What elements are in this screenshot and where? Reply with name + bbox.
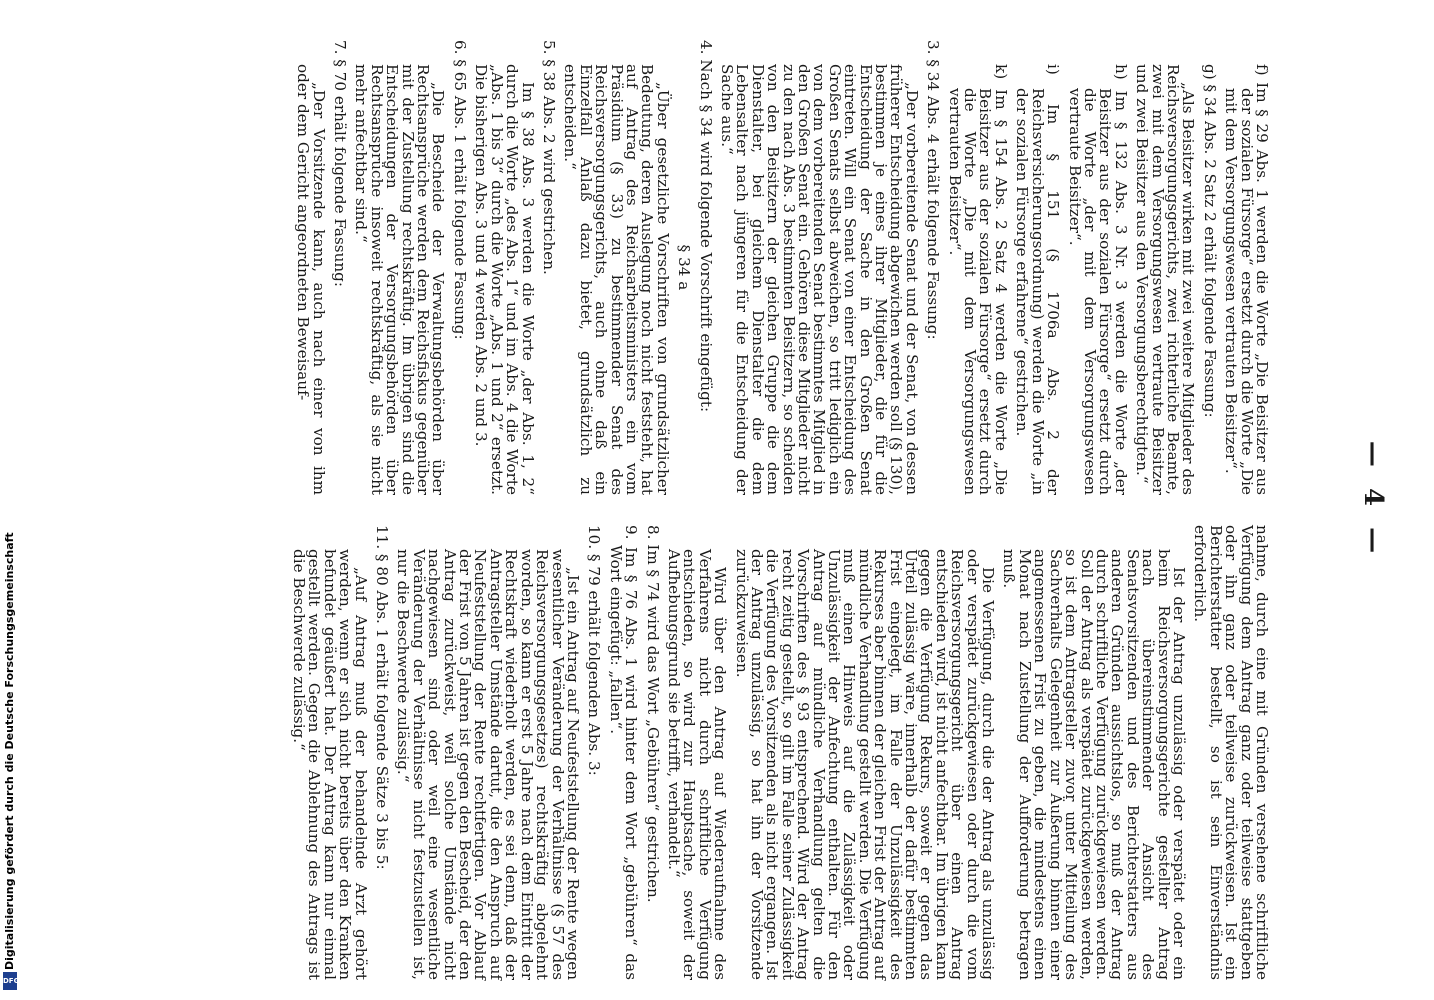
list-item: 11. § 80 Abs. 1 erhält folgende Sätze 3 bis 5: [373,525,392,870]
list-item: g) § 34 Abs. 2 Satz 2 erhält folgende Fassung: [1200,64,1219,418]
list-item: 9. Im § 76 Abs. 1 wird hinter dem Wort „gebühren“ das Wort eingefügt: „fallen“. [606,525,641,980]
paragraph: „Über gesetzliche Vorschriften von grundsätzlicher Bedeutung, deren Auslegung noch nicht feststeht, hat auf Antrag des Reichsarbeitsministers ein vom Präsidium (§ 33) zu bestimmender Senat des Reichsversorgungsgerichts, auch ohne daß ein Einzelfall Anlaß dazu bietet, grundsätzlich zu entscheiden.“ [561,64,672,495]
digitization-credit: Digitalisierung gefördert durch die Deutsche Forschungsgemeinschaft [3,532,16,970]
list-item: h) Im § 132 Abs. 3 Nr. 3 werden die Worte „der Beisitzer aus der sozialen Fürsorge“ ersetzt durch die Worte „der mit dem Versorgungswesen vertraute Beisitzer“. [1065,64,1130,495]
list-item: k) Im § 154 Abs. 2 Satz 4 werden die Worte „Die Beisitzer aus der sozialen Fürsorge“ ersetzt durch die Worte „Die mit dem Versorgungswesen vertrauten Beisitzer“. [945,64,1010,495]
text-column-right [70,525,1269,980]
text-column-left [70,40,1269,495]
paragraph: Im § 38 Abs. 3 werden die Worte „der Abs. 1, 2“ durch die Worte „des Abs. 1“ und im Abs. 4 die Worte „Abs. 1 bis 3“ durch die Worte „Abs. 1 und 2“ ersetzt. Die bisherigen Abs. 3 und 4 werden Abs. 2 und 3. [472,64,537,495]
paragraph: „Der vorbereitende Senat und der Senat, von dessen früherer Entscheidung abgewichen werden soll (§ 130), bestimmen je eines ihrer Mitglieder, die für die Entscheidung der Sache in den Großen Senat eintreten. Will ein Senat von einer Entscheidung des Großen Senats selbst abweichen, so tritt lediglich ein von dem vorbereitenden Senat bestimmtes Mitglied in den Großen Senat ein. Gehören diese Mitglieder nicht zu den nach Abs. 3 bestimmten Beisitzern, so scheiden von den Beisitzern der gleichen Gruppe die dem Dienstalter, bei gleichem Dienstalter die dem Lebensalter nach jüngeren für die Entscheidung der Sache aus.“ [718,64,921,495]
paragraph: „Der Vorsitzende kann, auch nach einer von ihm oder dem Gericht angeordneten Beweisauf- [294,64,328,495]
paragraph: „Ist ein Antrag auf Neufeststellung der Rente wegen wesentlicher Veränderung der Verhältnisse (§ 57 des Reichsversorgungsgesetzes) rechtskräftig abgelehnt worden, so kann er erst 5 Jahre nach dem Eintritt der Rechtskraft wiederholt werden, es sei denn, daß der Antragsteller Umstände dartut, die den Anspruch auf Neufeststellung der Rente rechtfertigen. Vor Ablauf der Frist von 5 Jahren ist gegen den Bescheid, der den Antrag zurückweist, weil solche Umstände nicht nachgewiesen sind oder weil eine wesentliche Veränderung der Verhältnisse nicht festzustellen ist, nur die Beschwerde zulässig.“ [394,549,582,980]
list-item: 4. Nach § 34 wird folgende Vorschrift eingefügt: [696,40,715,413]
list-item: 10. § 79 erhält folgenden Abs. 3: [585,525,604,776]
digitization-footer [2,0,18,994]
list-item: 7. § 70 erhält folgende Fassung: [331,40,350,287]
list-item: 6. § 65 Abs. 1 erhält folgende Fassung: [450,40,469,340]
paragraph: § 34 a [675,244,694,291]
paragraph: „Auf Antrag muß der behandelnde Arzt gehört werden, wenn er sich nicht bereits über den Kranken befundet geäußert hat. Der Antrag kann nur einmal gestellt werden. Gegen die Ablehnung des Antrags ist die Beschwerde zulässig.“ [290,549,370,980]
list-item: 8. Im § 74 wird das Wort „Gebühren“ gestrichen. [643,525,662,903]
list-item: f) Im § 29 Abs. 1 werden die Worte „Die Beisitzer aus der sozialen Fürsorge“ ersetzt durch die Worte „Die mit dem Versorgungswesen vertrauten Beisitzer“. [1222,64,1271,495]
dfg-logo-icon: DFG [3,972,17,990]
list-item: i) Im § 151 (§ 1706a Abs. 2 der Reichsversicherungsordnung) werden die Worte „in der sozialen Fürsorge erfahrene“ gestrichen. [1013,64,1063,495]
paragraph: „Die Bescheide der Verwaltungsbehörden über Rechtsansprüche werden dem Reichsfiskus gegenüber mit der Zustellung rechtskräftig. Im übrigen sind die Entscheidungen der Versorgungsbehörden über Rechtsansprüche insoweit rechtskräftig, als sie nicht mehr anfechtbar sind.“ [352,64,448,495]
paragraph: nahme, durch eine mit Gründen versehene schriftliche Verfügung dem Antrag ganz oder teilweise stattgeben oder ihn ganz oder teilweise zurückweisen. Ist ein Berichterstatter bestellt, so ist sein Einverständnis erforderlich. [1191,525,1271,980]
paragraph: Ist der Antrag unzulässig oder verspätet oder ein beim Reichsversorgungsgerichte gestellter Antrag nach übereinstimmender Ansicht des Senatsvorsitzenden und des Berichterstatters aus anderen Gründen aussichtslos, so muß der Antrag durch schriftliche Verfügung zurückgewiesen werden. Soll der Antrag als verspätet zurückgewiesen werden, so ist dem Antragsteller zuvor unter Mitteilung des Sachverhalts Gelegenheit zur Äußerung binnen einer angemessenen Frist zu geben, die mindestens einen Monat nach Zustellung der Aufforderung betragen muß. [1000,549,1188,980]
paragraph: „Als Beisitzer wirken mit zwei weitere Mitglieder des Reichsversorgungsgerichts, zwei richterliche Beamte, zwei mit dem Versorgungswesen vertraute Beisitzer und zwei Beisitzer aus den Versorgungsberechtigten.“ [1133,64,1198,495]
list-item: 3. § 34 Abs. 4 erhält folgende Fassung: [924,40,943,340]
list-item: 5. § 38 Abs. 2 wird gestrichen. [539,40,558,275]
paragraph: Die Verfügung, durch die der Antrag als unzulässig oder verspätet zurückgewiesen oder durch die vom Reichsversorgungsgericht über einen Antrag entschieden wird, ist nicht anfechtbar. Im übrigen kann gegen die Verfügung Rekurs, soweit er gegen das Urteil zulässig wäre, innerhalb der dafür bestimmten Frist eingelegt, im Falle der Unzulässigkeit des Rekurses aber binnen der gleichen Frist der Antrag auf mündliche Verhandlung gestellt werden. Die Verfügung muß einen Hinweis auf die Zulässigkeit oder Unzulässigkeit der Anfechtung enthalten. Für den Antrag auf mündliche Verhandlung gelten die Vorschriften des § 93 entsprechend. Wird der Antrag recht zeitig gestellt, so gilt im Falle seiner Zulässigkeit die Verfügung des Vorsitzenden als nicht ergangen. Ist der Antrag unzulässig, so hat ihn der Vorsitzende zurückzuweisen. [732,549,998,980]
page-number: — 4 — [1358,440,1388,560]
paragraph: Wird über den Antrag auf Wiederaufnahme des Verfahrens nicht durch schriftliche Verfügung entschieden, so wird zur Hauptsache, soweit der Aufhebungsgrund sie betrifft, verhandelt.“ [664,549,730,980]
